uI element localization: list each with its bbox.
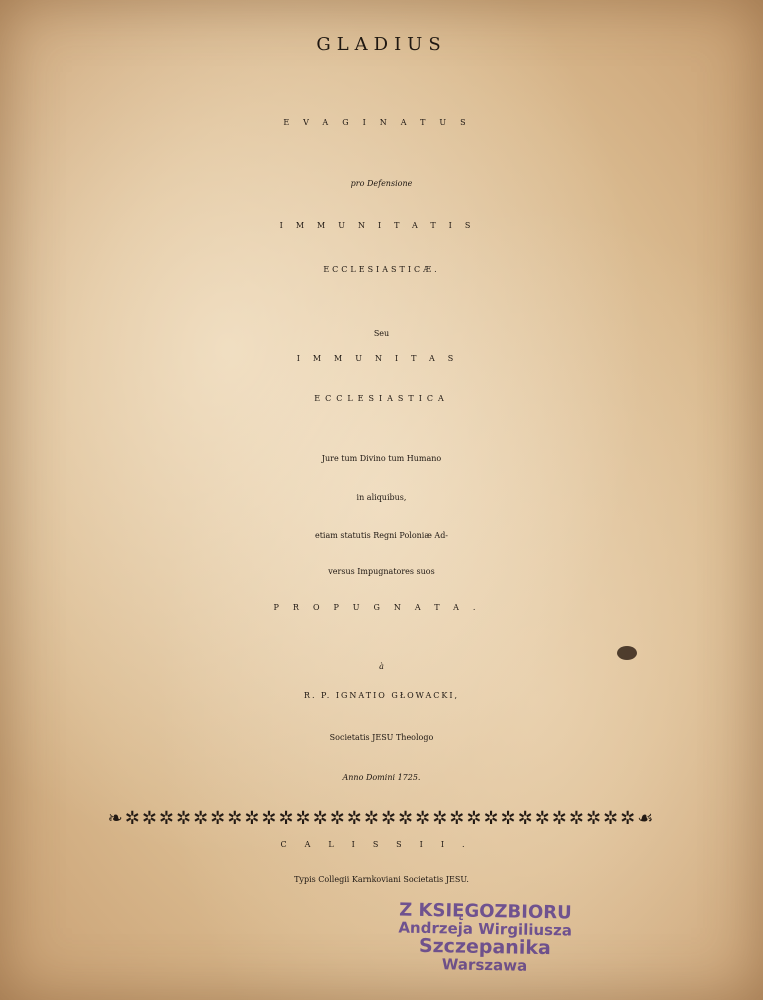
body-line-jure: Jure tum Divino tum Humano	[321, 454, 442, 463]
stamp-line-4: Warszawa	[441, 954, 528, 975]
title-line-immunitatis: IMMUNITATIS	[279, 221, 484, 230]
publication-place: CALISSII.	[280, 840, 483, 849]
stamp-line-1: Z KSIĘGOZBIORU	[399, 899, 572, 924]
stamp-line-3: Szczepanika	[418, 934, 551, 959]
title-line-evaginatus: EVAGINATUS	[283, 118, 480, 127]
by-line: à	[379, 662, 384, 671]
library-stamp	[369, 901, 600, 975]
body-line-impugnatores: versus Impugnatores suos	[328, 567, 435, 576]
title-line-pro-defensione: pro Defensione	[350, 179, 413, 188]
title-line-propugnata: PROPUGNATA.	[273, 603, 490, 612]
publication-date: Anno Domini 1725.	[342, 773, 421, 782]
author-role: Societatis JESU Theologo	[329, 733, 434, 742]
author-name: R. P. IGNATIO GŁOWACKI,	[303, 691, 460, 700]
title-line-seu: Seu	[373, 329, 390, 338]
title-line-gladius: GLADIUS	[316, 34, 447, 55]
title-line-ecclesiasticae: ECCLESIASTICÆ.	[323, 265, 440, 274]
printer-line: Typis Collegii Karnkoviani Societatis JESU.	[294, 875, 469, 884]
ink-blot	[617, 646, 637, 660]
stamp-line-2: Andrzeja Wirgiliusza	[398, 918, 573, 940]
title-line-immunitas: IMMUNITAS	[296, 354, 467, 363]
title-line-ecclesiastica: ECCLESIASTICA	[314, 394, 449, 403]
body-line-aliquibus: in aliquibus,	[356, 493, 407, 502]
body-line-statutis: etiam statutis Regni Poloniæ Ad-	[314, 531, 449, 540]
printer-ornament-band: ❧✲✲✲✲✲✲✲✲✲✲✲✲✲✲✲✲✲✲✲✲✲✲✲✲✲✲✲✲✲✲☙	[107, 808, 656, 829]
